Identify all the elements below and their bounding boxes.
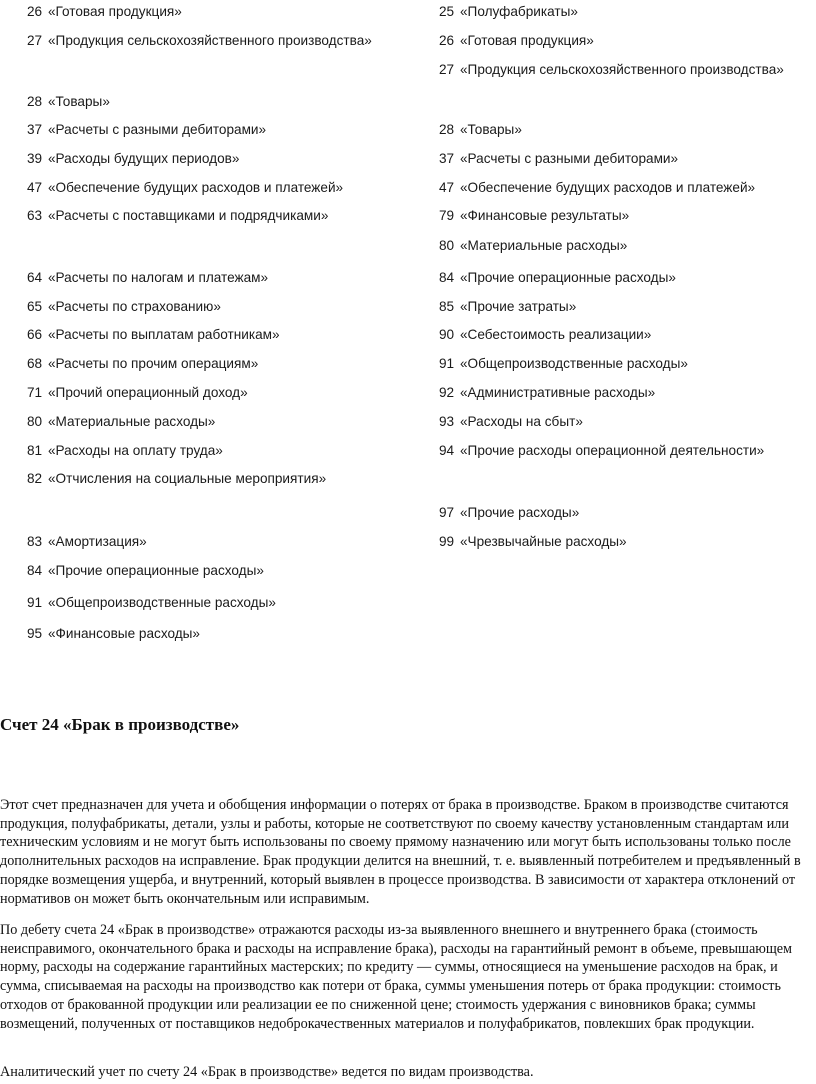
- list-item: 83 «Амортизация»: [27, 534, 147, 549]
- list-item: 94 «Прочие расходы операционной деятельности»: [439, 443, 765, 458]
- list-item: 71 «Прочий операционный доход»: [27, 385, 248, 400]
- section-title: Счет 24 «Брак в производстве»: [0, 715, 240, 734]
- list-item: 28 «Товары»: [439, 122, 522, 137]
- list-item: 66 «Расчеты по выплатам работникам»: [27, 327, 280, 342]
- list-item: 81 «Расходы на оплату труда»: [27, 443, 223, 458]
- list-item: 63 «Расчеты с поставщиками и подрядчиками»: [27, 208, 329, 223]
- list-item: 91 «Общепроизводственные расходы»: [439, 356, 688, 371]
- list-item: 82 «Отчисления на социальные мероприятия»: [27, 471, 327, 486]
- list-item: 27 «Продукция сельскохозяйственного производства»: [439, 62, 784, 77]
- list-item: 93 «Расходы на сбыт»: [439, 414, 583, 429]
- list-item: 99 «Чрезвычайные расходы»: [439, 534, 627, 549]
- list-item: 26 «Готовая продукция»: [27, 4, 182, 19]
- list-item: 85 «Прочие затраты»: [439, 299, 577, 314]
- list-item: 95 «Финансовые расходы»: [27, 626, 200, 641]
- paragraph-description: Этот счет предназначен для учета и обобщения информации о потерях от брака в производстве. Браком в производстве считаются продукция, полуфабрикаты, детали, узлы и работы, которые не соответствуют по своему качеству установленным стандартам или техническим условиям и не могут быть использованы по своему прямому назначению или могут быть использованы только после дополнительных расходов на исправление. Брак продукции делится на внешний, т. е. выявленный потребителем и предъявленный в порядке возмещения ущерба, и внутренний, который выявлен в процессе производства. В зависимости от характера отклонений от нормативов он может быть окончательным или исправимым.: [0, 797, 801, 907]
- list-item: 79 «Финансовые результаты»: [439, 208, 630, 223]
- list-item: 84 «Прочие операционные расходы»: [27, 563, 264, 578]
- list-item: 39 «Расходы будущих периодов»: [27, 151, 240, 166]
- list-item: 68 «Расчеты по прочим операциям»: [27, 356, 259, 371]
- list-item: 84 «Прочие операционные расходы»: [439, 270, 676, 285]
- list-item: 25 «Полуфабрикаты»: [439, 4, 578, 19]
- list-item: 27 «Продукция сельскохозяйственного производства»: [27, 33, 372, 48]
- list-item: 80 «Материальные расходы»: [27, 414, 216, 429]
- paragraph-analytic: Аналитический учет по счету 24 «Брак в производстве» ведется по видам производства.: [0, 1064, 534, 1080]
- paragraph-debit-credit: По дебету счета 24 «Брак в производстве» отражаются расходы из-за выявленного внешнего и внутреннего брака (стоимость неисправимого, окончательного брака и расходы на исправление брака), расходы на гарантийный ремонт в объеме, превышающем норму, расходы на содержание гарантийных мастерских; по кредиту — суммы, относящиеся на уменьшение расходов на брак, и сумма, списываемая на расходы на производство как потери от брака, суммы уменьшения потерь от брака продукции: стоимость отходов от бракованной продукции или реализации ее по сниженной цене; стоимость удержания с виновников брака; суммы возмещений, полученных от поставщиков недоброкачественных материалов и полуфабрикатов, повлекших брак продукции.: [0, 922, 793, 1032]
- list-item: 80 «Материальные расходы»: [439, 238, 628, 253]
- list-item: 37 «Расчеты с разными дебиторами»: [439, 151, 679, 166]
- list-item: 91 «Общепроизводственные расходы»: [27, 595, 276, 610]
- list-item: 47 «Обеспечение будущих расходов и платежей»: [439, 180, 756, 195]
- list-item: 97 «Прочие расходы»: [439, 505, 580, 520]
- list-item: 26 «Готовая продукция»: [439, 33, 594, 48]
- list-item: 64 «Расчеты по налогам и платежам»: [27, 270, 269, 285]
- list-item: 37 «Расчеты с разными дебиторами»: [27, 122, 267, 137]
- list-item: 90 «Себестоимость реализации»: [439, 327, 652, 342]
- list-item: 47 «Обеспечение будущих расходов и платежей»: [27, 180, 344, 195]
- list-item: 92 «Административные расходы»: [439, 385, 656, 400]
- list-item: 65 «Расчеты по страхованию»: [27, 299, 221, 314]
- list-item: 28 «Товары»: [27, 94, 110, 109]
